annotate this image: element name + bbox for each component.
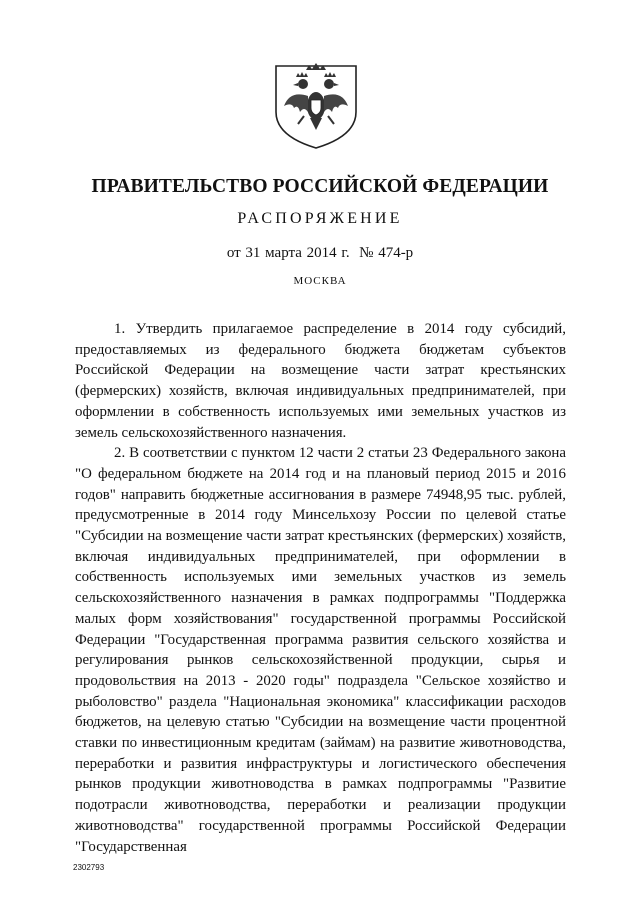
document-city: МОСКВА [293, 275, 347, 287]
document-type: РАСПОРЯЖЕНИЕ [237, 210, 403, 227]
paragraph-1: 1. Утвердить прилагаемое распределение в 2014 году субсидий, предоставляемых из федерального бюджета бюджетам субъектов Российской Федерации на возмещение части затрат крестьянских (фермерских) хозяйств, включая индивидуальных предпринимателей, при оформлении в собственность используемых ими земельных участков из земель сельскохозяйственного назначения. [75, 321, 566, 441]
document-date-number: от 31 марта 2014 г. № 474-р [226, 245, 414, 261]
government-title: ПРАВИТЕЛЬСТВО РОССИЙСКОЙ ФЕДЕРАЦИИ [91, 176, 549, 197]
coat-of-arms-emblem [270, 52, 362, 150]
paragraph-2: 2. В соответствии с пунктом 12 части 2 статьи 23 Федерального закона "О федеральном бюджете на 2014 год и на плановый период 2015 и 2016 годов" направить бюджетные ассигнования в размере 74948,95 тыс. рублей, предусмотренные в 2014 году Минсельхозу России по целевой статье "Субсидии на возмещение части затрат крестьянских (фермерских) хозяйств, включая индивидуальных предпринимателей, при оформлении в собственность используемых ими земельных участков из земель сельскохозяйственного назначения в рамках подпрограммы "Поддержка малых форм хозяйствования" государственной программы Российской Федерации "Государственная программа развития сельского хозяйства и регулирования рынков сельскохозяйственной продукции, сырья и продовольствия на 2013 - 2020 годы" подраздела "Сельское хозяйство и рыболовство" раздела "Национальная экономика" классификации расходов бюджетов, на целевую статью "Субсидии на возмещение части процентной ставки по инвестиционным кредитам (займам) на развитие животноводства, переработки и развития инфраструктуры и логистического обеспечения рынков продукции животноводства в рамках подпрограммы "Развитие подотрасли животноводства, переработки и реализации продукции животноводства" государственной программы Российской Федерации "Государственная [75, 445, 566, 855]
page-code: 2302793 [73, 863, 105, 872]
document-body [75, 319, 566, 857]
double-headed-eagle-icon [270, 52, 362, 150]
